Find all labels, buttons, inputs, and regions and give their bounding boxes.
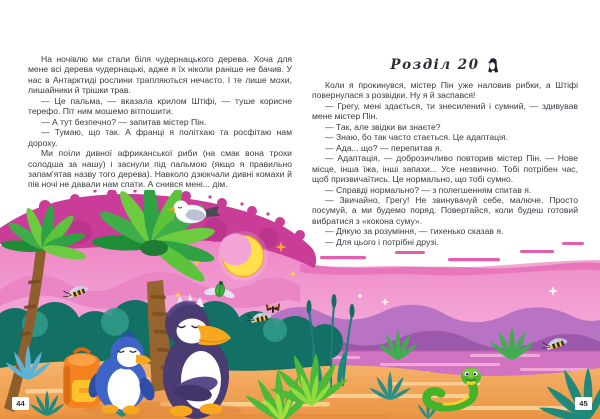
story-paragraph: Ми поїли дивної африканської риби (на смак вона трохи солодша за нашу) і заснули під пальмою (якщо я правильно запам'ятав назву того дерева). Навколо дзюкчали дивні комахи й пів ночі не давали нам спати. А снився мені... дім. [28,148,292,190]
story-paragraph: — Знаю, бо так часто стається. Це адаптація. [325,132,509,143]
penguin-icon [486,57,500,74]
story-paragraph: — Звичайно, Грегу! Не звинувачуй себе, малюче. Просто посумуй, а ми будемо поряд. Повертайся, коли будеш готовий вибратися з «кокона суму». [312,194,578,226]
story-paragraph: — Ада... що? — перепитав я. [325,142,443,153]
story-paragraph: Коли я прокинувся, містер Пін уже наловив рибки, а Штіфі повернулася з розвідки. Ну я й заспався! [312,80,578,101]
story-paragraph: — Адаптація, — доброзичливо повторив містер Пін. — Нове місце, інша їжа, інші запахи... Усе незвично. Тобі потрібен час, щоб призвичаїтись. Це нормально, що тобі сумно. [312,153,578,185]
story-paragraph: — Справді нормально? — з полегшенням спитав я. [325,184,532,195]
chapter-title: Розділ 20 [390,57,480,73]
story-paragraph: — Тумаю, що так. А франці я політхаю та росфітаю нам дороху. [28,127,292,148]
illustration-scene [0,190,600,419]
page-number-left: 44 [12,397,29,410]
story-paragraph: — Грегу, мені здається, ти знесилений і сумний, — здивував мене містер Пін. [312,100,578,122]
crescent-moon [218,231,268,281]
story-paragraph: На ночівлю ми стали біля чудернацького дерева. Хоча для мене всі дерева чудернацькі, адже я їх ніколи раніше не бачив. У нас в Антарктиді рослини трапляються нечасто. І те лише мохи, лишайники й трішки трав. [28,54,292,96]
night-jungle-scene [0,190,600,419]
story-paragraph: — Для цього і потрібні друзі. [325,236,439,247]
chapter-heading [312,55,578,75]
story-paragraph: — А тут безпечно? — запитав містер Пін. [41,116,207,127]
story-paragraph: — Так, але звідки ви знаєте? [325,121,441,132]
story-paragraph: — Дякую за розуміння, — тихенько сказав я. [325,226,504,237]
story-paragraph: — Це пальма, — вказала крилом Штіфі, — туше корисне терефо. Піт ним мошемо вітпошити. [28,95,292,117]
page-number-right: 45 [575,397,592,410]
left-page-text [28,54,292,190]
